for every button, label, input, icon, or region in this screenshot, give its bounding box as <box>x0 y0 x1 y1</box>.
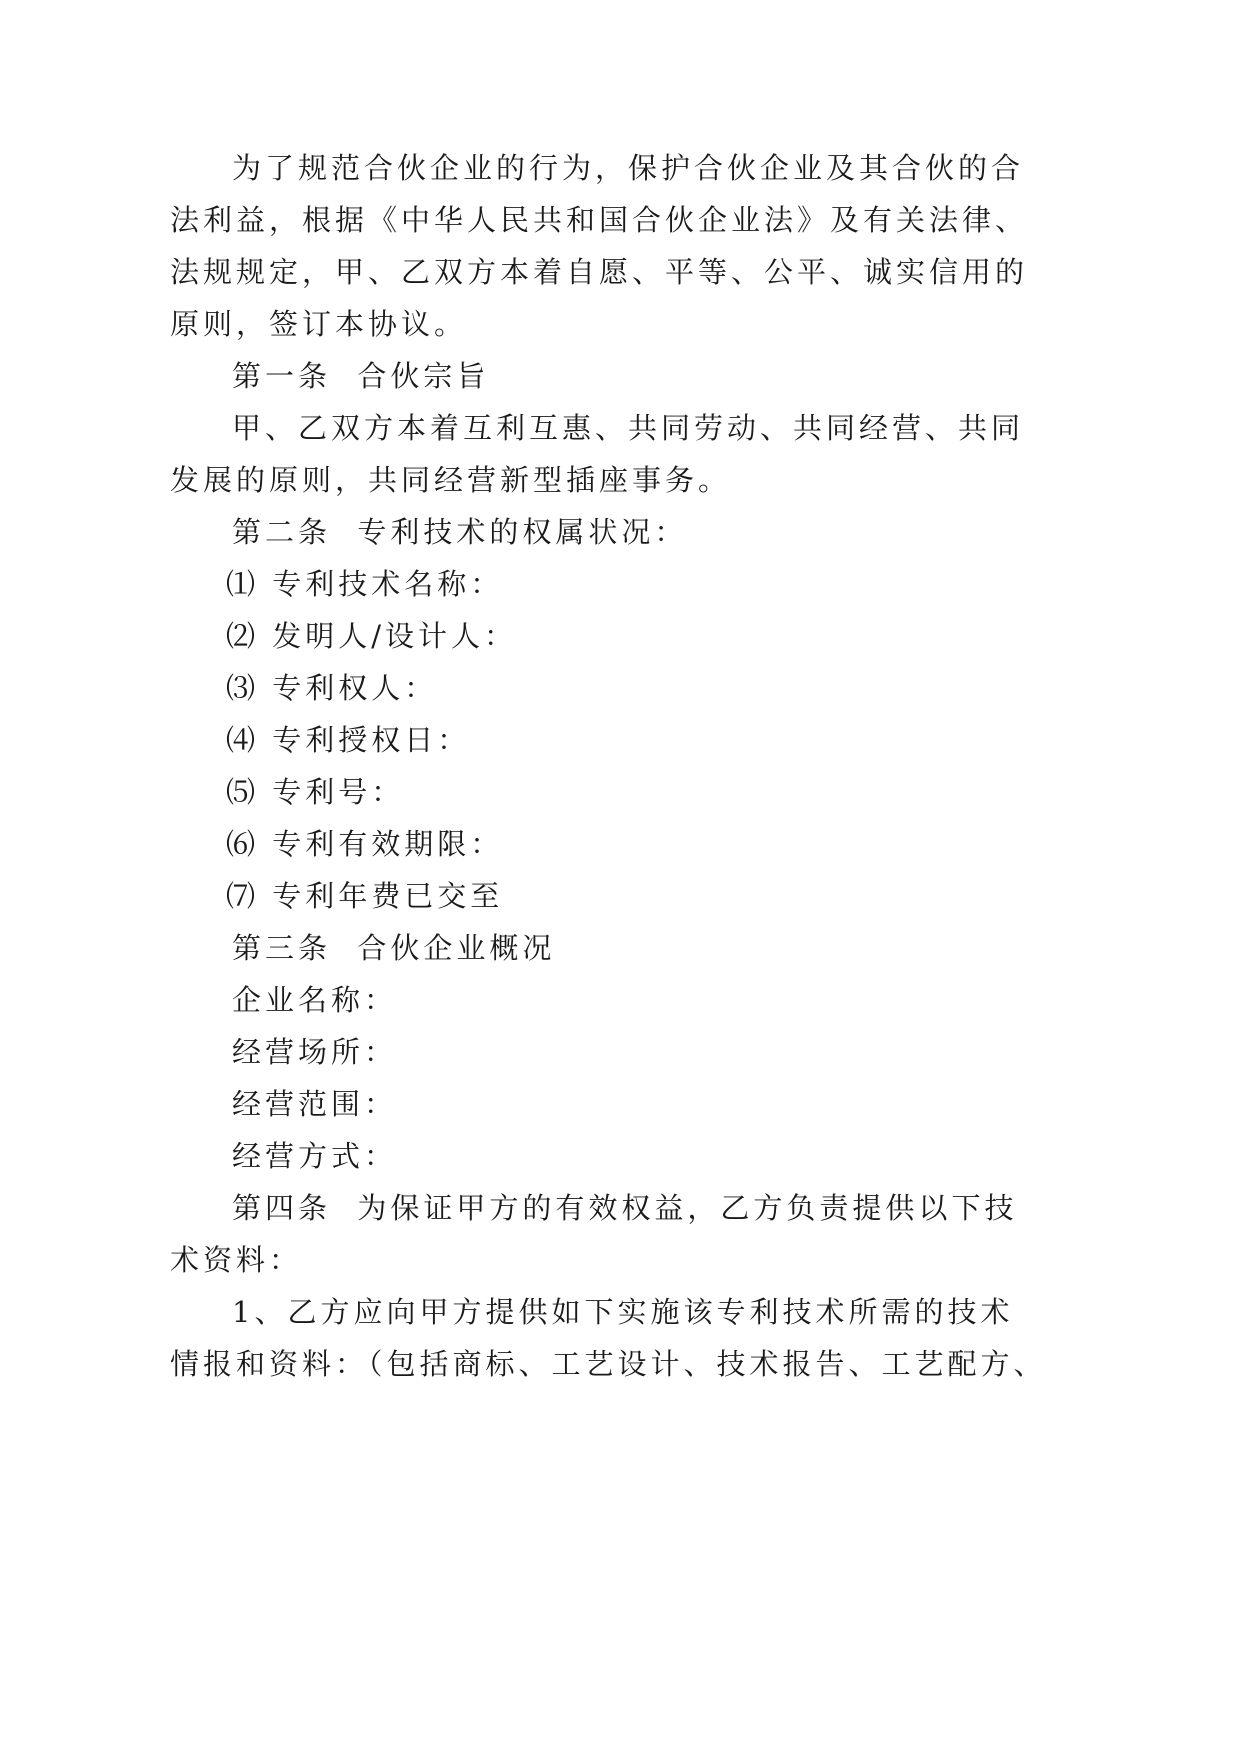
article-1-body-line-2: 发展的原则，共同经营新型插座事务。 <box>170 463 732 497</box>
patent-item-4: ⑷ 专利授权日： <box>226 723 471 757</box>
paragraph-preamble-line-4: 原则，签订本协议。 <box>170 307 468 341</box>
business-mode-field: 经营方式： <box>232 1139 398 1173</box>
patent-item-2: ⑵ 发明人/设计人： <box>226 619 517 653</box>
patent-item-6: ⑹ 专利有效期限： <box>226 827 504 861</box>
paragraph-preamble-line-1: 为了规范合伙企业的行为，保护合伙企业及其合伙的合 <box>232 151 1025 185</box>
enterprise-name-field: 企业名称： <box>232 983 398 1017</box>
article-1-heading: 第一条 合伙宗旨 <box>232 359 490 393</box>
article-4-heading-line-2: 术资料： <box>170 1243 303 1277</box>
article-3-heading: 第三条 合伙企业概况 <box>232 931 556 965</box>
patent-item-3: ⑶ 专利权人： <box>226 671 438 705</box>
patent-item-1: ⑴ 专利技术名称： <box>226 567 504 601</box>
business-scope-field: 经营范围： <box>232 1087 398 1121</box>
article-4-heading-line-1: 第四条 为保证甲方的有效权益，乙方负责提供以下技 <box>232 1191 1018 1225</box>
patent-item-7: ⑺ 专利年费已交至 <box>226 879 504 913</box>
patent-item-5: ⑸ 专利号： <box>226 775 405 809</box>
paragraph-preamble-line-3: 法规规定，甲、乙双方本着自愿、平等、公平、诚实信用的 <box>170 255 1029 289</box>
article-1-body-line-1: 甲、乙双方本着互利互惠、共同劳动、共同经营、共同 <box>232 411 1025 445</box>
business-premises-field: 经营场所： <box>232 1035 398 1069</box>
article-4-item-1-line-1: 1、乙方应向甲方提供如下实施该专利技术所需的技术 <box>232 1295 1014 1329</box>
article-4-item-1-line-2: 情报和资料：（包括商标、工艺设计、技术报告、工艺配方、 <box>170 1347 1047 1381</box>
article-2-heading: 第二条 专利技术的权属状况： <box>232 515 688 549</box>
paragraph-preamble-line-2: 法利益，根据《中华人民共和国合伙企业法》及有关法律、 <box>170 203 1029 237</box>
